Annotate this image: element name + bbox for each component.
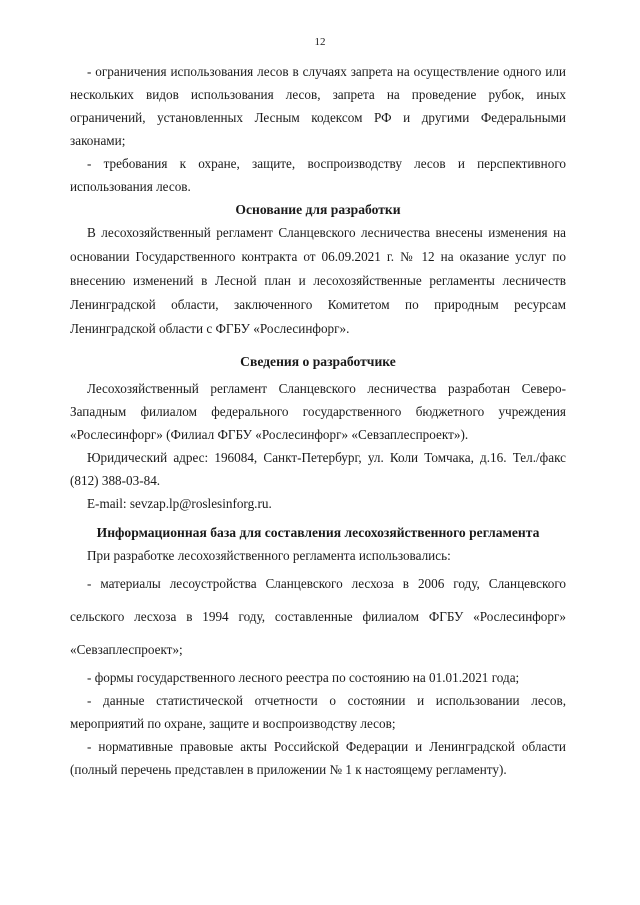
paragraph-developer: Лесохозяйственный регламент Сланцевского лесничества разработан Северо-Западным филиалом федерального государственного бюджетного учреждения «Рослесинфорг» (Филиал ФГБУ «Рослесинфорг» «Севзаплеспроект»).: [70, 381, 566, 442]
body-text: [70, 60, 566, 781]
list-item-legal-acts: - нормативные правовые акты Российской Федерации и Ленинградской области (полный перечень представлен в приложении № 1 к настоящему регламенту).: [70, 739, 566, 777]
list-item-statistics: - данные статистической отчетности о состоянии и использовании лесов, мероприятий по охране, защите и воспроизводству лесов;: [70, 693, 566, 731]
heading-developer: Сведения о разработчике: [240, 354, 396, 369]
heading-info-base: Информационная база для составления лесохозяйственного регламента: [96, 525, 540, 540]
heading-basis: Основание для разработки: [235, 202, 401, 217]
paragraph-requirements: - требования к охране, защите, воспроизводству лесов и перспективного использования лесов.: [70, 156, 566, 194]
paragraph-address: Юридический адрес: 196084, Санкт-Петербург, ул. Коли Томчака, д.16. Тел./факс (812) 388-03-84.: [70, 450, 566, 488]
paragraph-basis: В лесохозяйственный регламент Сланцевского лесничества внесены изменения на основании Государственного контракта от 06.09.2021 г. № 12 на оказание услуг по внесению изменений в Лесной план и лесохозяйственные регламенты лесничеств Ленинградской области, заключенного Комитетом по природным ресурсам Ленинградской области с ФГБУ «Рослесинфорг».: [70, 225, 566, 336]
list-item-survey-materials: - материалы лесоустройства Сланцевского лесхоза в 2006 году, Сланцевского сельского лесхоза в 1994 году, составленные филиалом ФГБУ «Рослесинфорг» «Севзаплеспроект»;: [70, 576, 566, 657]
page-number: 12: [314, 36, 326, 48]
list-item-forest-register: - формы государственного лесного реестра по состоянию на 01.01.2021 года;: [87, 670, 520, 685]
paragraph-email: E-mail: sevzap.lp@roslesinforg.ru.: [87, 496, 272, 511]
paragraph-intro: При разработке лесохозяйственного регламента использовались:: [87, 548, 451, 563]
paragraph-restrictions: - ограничения использования лесов в случаях запрета на осуществление одного или нескольких видов использования лесов, запрета на проведение рубок, иных ограничений, установленных Лесным кодексом РФ и другими Федеральными законами;: [70, 64, 566, 148]
